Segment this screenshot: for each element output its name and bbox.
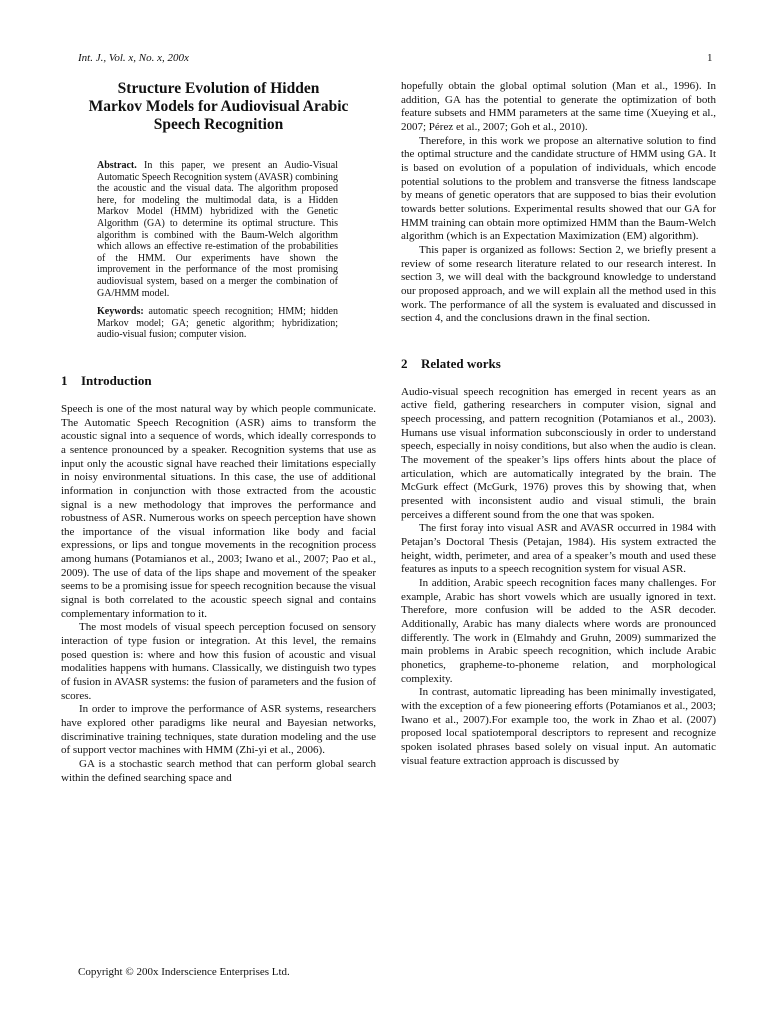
keywords-text: automatic speech recognition; HMM; hidden Markov model; GA; genetic algorithm; hybridization; audio-visual fusion; computer vision. <box>97 306 338 341</box>
paragraph: The most models of visual speech perception focused on sensory interaction of type fusion or integration. At this level, the remains posed question is: where and how this fusion of acoustic and visual modalities happens with humans. Classically, we distinguish two types of fusion in AVASR systems: the fusion of parameters and the fusion of scores. <box>61 621 376 702</box>
page-number: 1 <box>707 52 713 64</box>
keywords-label: Keywords: <box>97 306 144 318</box>
title-line-3: Speech Recognition <box>153 116 284 133</box>
title-line-1: Structure Evolution of Hidden <box>117 80 320 97</box>
left-column <box>61 80 376 785</box>
paragraph: In contrast, automatic lipreading has been minimally investigated, with the exception of a few pioneering efforts (Potamianos et al., 2003; Iwano et al., 2007).For example too, the work in Zhao et al. (2007) proposed local spatiotemporal descriptors to represent and recognize spoken isolated phrases based solely on visual input. An automatic visual feature extraction approach is discussed by <box>401 686 716 767</box>
section-title: Introduction <box>81 372 152 388</box>
abstract <box>97 160 338 299</box>
section-heading-introduction <box>61 373 376 389</box>
abstract-text: In this paper, we present an Audio-Visual Automatic Speech Recognition system (AVASR) combining the acoustic and the visual data. The algorithm proposed here, for modeling the multimodal data, is a Hidden Markov Model (HMM) hybridized with the Genetic Algorithm (GA) to determine its optimal structure. This algorithm is combined with the Baum-Welch algorithm which allows an effective re-estimation of the probabilities of the HMM. Our experiments have shown the improvement in the performance of the most promising audiovisual system, based on a merger the combination of GA/HMM model. <box>97 160 339 299</box>
introduction-body <box>61 403 376 785</box>
paragraph: In addition, Arabic speech recognition faces many challenges. For example, Arabic has short vowels which are usually ignored in text. Therefore, more confusion will be added to the ASR decoder. Additionally, Arabic has many dialects where words are pronounced differently. The work in (Elmahdy and Gruhn, 2009) summarized the main problems in Arabic speech recognition, which include Arabic phonetics, grapheme-to-phoneme relation, and morphological complexity. <box>401 577 716 685</box>
paragraph: In order to improve the performance of ASR systems, researchers have explored other paradigms like neural and Bayesian networks, discriminative training techniques, state duration modeling and the use of support vector machines with HMM (Zhi-yi et al., 2006). <box>61 703 376 757</box>
keywords <box>97 306 338 341</box>
running-head: Int. J., Vol. x, No. x, 200x <box>78 52 189 64</box>
paragraph: Audio-visual speech recognition has emerged in recent years as an active field, gathering researchers in computer vision, signal and speech processing, and pattern recognition (Potamianos et al., 2003). Humans use visual information subconsciously in order to understand speech, especially in noisy conditions, but also when the audio is clean. The movement of the speaker’s lips offers hints about the place of articulation, which are automatically integrated by the brain. The McGurk effect (McGurk, 1976) proves this by showing that, when presented with inconsistent audio and visual stimuli, the brain perceives a different sound from the one that was spoken. <box>401 385 716 521</box>
paragraph: Therefore, in this work we propose an alternative solution to find the optimal structure and the candidate structure of HMM using GA. It is based on evolution of a population of individuals, which encode potential solutions to the problem and transverse the fitness landscape by means of genetic operators that are supposed to bias their evolution towards better solutions. Experimental results showed that our GA for HMM training can obtain more optimized HMM than the Baum-Welch algorithm (which is an Expectation Maximization (EM) algorithm). <box>401 134 716 243</box>
paper-title <box>61 80 376 134</box>
paragraph: This paper is organized as follows: Section 2, we briefly present a review of some research literature related to our research interest. In section 3, we will deal with the background knowledge to understand our proposed approach, and we will explain all the method used in this work. The performance of all the system is evaluated and discussed in section 4, and the conclusions drawn in the final section. <box>401 243 716 325</box>
introduction-continued <box>401 80 716 326</box>
copyright-footer: Copyright © 200x Inderscience Enterprises Ltd. <box>78 966 290 978</box>
paragraph: GA is a stochastic search method that can perform global search within the defined searching space and <box>61 757 376 784</box>
section-heading-related-works <box>401 356 716 372</box>
paragraph: The first foray into visual ASR and AVASR occurred in 1984 with Petajan’s Doctoral Thesis (Petajan, 1984). His system extracted the height, width, perimeter, and area of a speaker’s mouth and used these features as inputs to a speech recognition system for visual ASR. <box>401 522 716 576</box>
abstract-block <box>97 160 338 341</box>
right-column <box>401 80 716 768</box>
related-works-body <box>401 386 716 768</box>
paragraph: Speech is one of the most natural way by which people communicate. The Automatic Speech Recognition (ASR) aims to transform the acoustic signal into a sequence of words, which ideally corresponds to a sentence pronounced by a speaker. Recognition systems that use as input only the acoustic signal have reached their limitations especially in noisy environmental situations. In this case, the use of additional information in conjunction with those extracted from the acoustic signal is a new methodology that improves the performance and robustness of ASR. Numerous works on speech perception have shown the importance of the visual information like body and facial expressions, or lips and tongue movements in the recognition process among humans (Potamianos et al., 2003; Iwano et al., 2007; Pao et al., 2009). The use of data of the lips shape and movement of the speaker seems to be a promising issue for speech recognition because the visual signal is both correlated to the acoustic speech signal and contains complementary information to it. <box>61 402 376 620</box>
abstract-label: Abstract. <box>97 160 137 171</box>
section-number: 1 <box>61 372 68 388</box>
title-line-2: Markov Models for Audiovisual Arabic <box>88 98 349 115</box>
paragraph: hopefully obtain the global optimal solution (Man et al., 1996). In addition, GA has the potential to generate the optimization of both feature subsets and HMM parameters at the same time (Xueying et al., 2007; Pérez et al., 2007; Goh et al., 2010). <box>401 80 716 133</box>
section-number: 2 <box>401 355 408 371</box>
section-title: Related works <box>421 355 501 371</box>
